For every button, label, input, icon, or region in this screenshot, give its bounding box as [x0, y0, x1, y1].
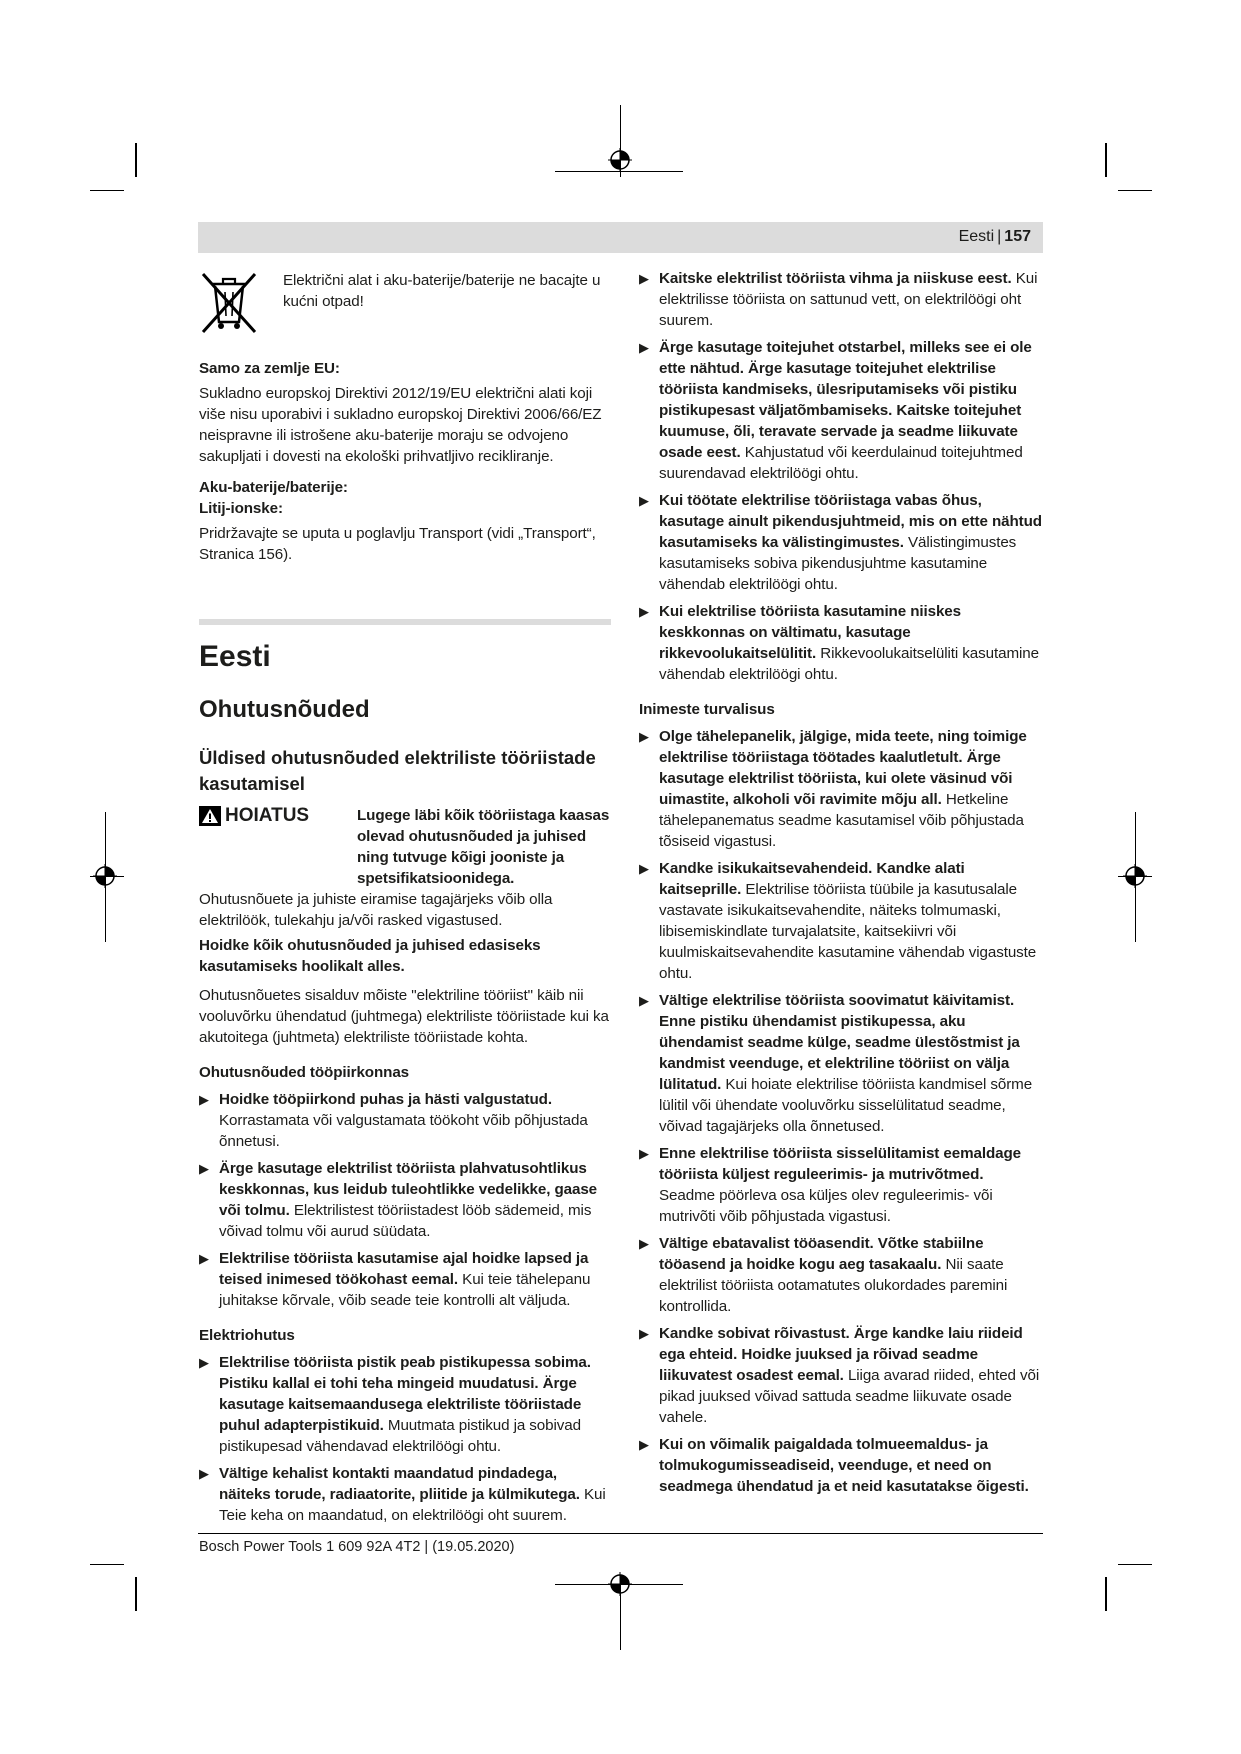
list-item: ▶ Vältige elektrilise tööriista soovimatut käivitamist. Enne pistiku ühendamist pistikupessa, aku ühendamist seadme külge, seadme ülestõstmist ja kandmist veenduge, et elektriline tööriist on välja lülitatud. Kui hoiate elektrilise tööriista kandmisel sõrme lülitil või ühendate vooluvõrku sisselülitatud seadme, võivad tagajärjeks olla õnnetused.: [639, 992, 1033, 1135]
bullet-arrow-icon: ▶: [199, 1161, 209, 1176]
list-item: ▶ Kui on võimalik paigaldada tolmueemaldus- ja tolmukogumisseadiseid, veenduge, et need on seadmega ühendatud ja et neid kasutatakse õigesti.: [639, 1436, 1029, 1495]
warning-label: HOIATUS: [225, 805, 310, 826]
weee-notice: [199, 268, 611, 336]
header-separator: |: [997, 228, 1002, 245]
eu-heading: Samo za zemlje EU:: [199, 360, 340, 377]
crop-mark: [90, 1564, 124, 1565]
crop-mark: [135, 1577, 137, 1611]
crop-mark: [135, 143, 137, 177]
safety-title: Ohutusnõuded: [199, 696, 370, 723]
list-item: ▶ Vältige ebatavalist tööasendit. Võtke stabiilne tööasend ja hoidke kogu aeg tasakaalu. Nii saate elektrilist tööriista ootamatutes olukordades paremini kontrollida.: [639, 1235, 1008, 1315]
header-section: Eesti: [958, 228, 995, 245]
warning-block: [199, 805, 611, 889]
warning-bold-text: Lugege läbi kõik tööriistaga kaasas olevad ohutusnõuded ja juhised ning tutvuge kõigi jooniste ja spetsifikatsioonidega.: [357, 807, 610, 887]
bullet-arrow-icon: ▶: [639, 993, 649, 1008]
bullet-arrow-icon: ▶: [639, 1326, 649, 1341]
bullet-arrow-icon: ▶: [199, 1355, 209, 1370]
registration-target-icon: [608, 148, 632, 172]
bullet-arrow-icon: ▶: [199, 1092, 209, 1107]
bullet-arrow-icon: ▶: [639, 861, 649, 876]
list-item: ▶ Ärge kasutage elektrilist tööriista plahvatusohtlikus keskkonnas, kus leidub tuleohtlikke vedelikke, gaase või tolmu. Elektrilistest tööriistadest lööb sädemeid, mis võivad tolmu või aurud süüdata.: [199, 1160, 598, 1240]
bullet-arrow-icon: ▶: [639, 271, 649, 286]
registration-target-icon: [608, 1572, 632, 1596]
list-item: ▶ Enne elektrilise tööriista sisselülitamist eemaldage tööriista küljest reguleerimis- ja mutrivõtmed. Seadme pöörleva osa küljes olev reguleerimis- või mutrivõti võib põhjustada vigastusi.: [639, 1145, 1021, 1225]
list-item: ▶ Elektrilise tööriista kasutamise ajal hoidke lapsed ja teised inimesed töökohast eemal. Kui teie tähelepanu juhitakse kõrvale, võib seade teie kontrolli alt väljuda.: [199, 1250, 591, 1309]
bullet-arrow-icon: ▶: [639, 729, 649, 744]
liion-text: Pridržavajte se uputa u poglavlju Transport (vidi „Transport“, Stranica 156).: [199, 525, 596, 563]
footer-rule: [198, 1533, 1043, 1534]
list-item: ▶ Ärge kasutage toitejuhet otstarbel, milleks see ei ole ette nähtud. Ärge kasutage toitejuhet elektrilise tööriista kandmiseks, ülesriputamiseks või pistiku pistikupesast väljatõmbamiseks. Kaitske toitejuhet kuumuse, õli, teravate servade ja seadme liikuvate osade eest. Kahjustatud või keerdulainud toitejuhtmed suurendavad elektrilöögi ohtu.: [639, 339, 1032, 482]
battery-heading: Aku-baterije/baterije:: [199, 479, 348, 496]
list-item: ▶ Elektrilise tööriista pistik peab pistikupessa sobima. Pistiku kallal ei tohi teha mingeid muudatusi. Ärge kasutage kaitsemaandusega elektriliste tööriistade puhul adapterpistikuid. Muutmata pistikud ja sobivad pistikupesad vähendavad elektrilöögi ohtu.: [199, 1354, 591, 1455]
bullet-arrow-icon: ▶: [639, 1146, 649, 1161]
work-area-heading: Ohutusnõuded tööpiirkonnas: [199, 1064, 410, 1081]
right-column: [639, 268, 1043, 1497]
bullet-arrow-icon: ▶: [639, 604, 649, 619]
left-column: [199, 268, 611, 1526]
warning-tag: [199, 805, 309, 827]
list-item: ▶ Olge tähelepanelik, jälgige, mida teete, ning toimige elektrilise tööriistaga töötades kaalutletult. Ärge kasutage elektrilist tööriista, kui olete väsinud või uimastite, alkoholi või ravimite mõju all. Hetkeline tähelepanematus seadme kasutamisel võib põhjustada tõsiseid vigastusi.: [639, 728, 1027, 850]
bullet-arrow-icon: ▶: [639, 1236, 649, 1251]
bullet-arrow-icon: ▶: [199, 1251, 209, 1266]
section-rule: [199, 619, 611, 625]
list-item: ▶ Vältige kehalist kontakti maandatud pindadega, näiteks torude, radiaatorite, pliitide ja külmikutega. Kui Teie keha on maandatud, on elektrilöögi oht suurem.: [199, 1465, 606, 1524]
warning-icon: [199, 806, 221, 826]
bullet-arrow-icon: ▶: [639, 493, 649, 508]
crop-mark: [1118, 190, 1152, 191]
crop-mark: [90, 190, 124, 191]
definition-text: Ohutusnõuetes sisalduv mõiste "elektriline tööriist" käib nii vooluvõrku ühendatud (juhtmega) elektriliste tööriistade kui ka akutoitega (juhtmeta) elektriliste tööriistade kohta.: [199, 987, 609, 1046]
list-item: ▶ Kui elektrilise tööriista kasutamine niiskes keskkonnas on vältimatu, kasutage rikkevoolukaitselülitit. Rikkevoolukaitselüliti kasutamine vähendab elektrilöögi ohtu.: [639, 603, 1039, 683]
crop-mark: [1118, 1564, 1152, 1565]
page-number: 157: [1004, 228, 1031, 245]
keep-instructions: Hoidke kõik ohutusnõuded ja juhised edasiseks kasutamiseks hoolikalt alles.: [199, 937, 541, 975]
registration-target-icon: [93, 864, 117, 888]
crop-mark: [1105, 1577, 1107, 1611]
list-item: ▶ Kandke sobivat rõivastust. Ärge kandke laiu riideid ega ehteid. Hoidke juuksed ja rõivad seadme liikuvatest osadest eemal. Liiga avarad riided, ehted või pikad juuksed võivad sattuda seadme liikuvate osade vahele.: [639, 1325, 1040, 1426]
bullet-arrow-icon: ▶: [199, 1466, 209, 1481]
page-header: [198, 222, 1043, 253]
list-item: ▶ Kui töötate elektrilise tööriistaga vabas õhus, kasutage ainult pikendusjuhtmeid, mis on ette nähtud kasutamiseks ka välistingimustes. Välistingimustes kasutamiseks sobiva pikendusjuhtme kasutamine vähendab elektrilöögi ohtu.: [639, 492, 1042, 593]
language-title: Eesti: [199, 640, 271, 673]
list-item: ▶ Kandke isikukaitsevahendeid. Kandke alati kaitseprille. Elektrilise tööriista tüübile ja kasutusalale vastavate isikukaitsevahendite, näiteks tolmumaski, libisemiskindlate turvajalatsite, kaitsekiivri või kuulmiskaitsevahendite kasutamine vähendab vigastuste ohtu.: [639, 860, 1037, 982]
weee-text: Električni alat i aku-baterije/baterije ne bacajte u kućni otpad!: [283, 272, 601, 310]
bullet-arrow-icon: ▶: [639, 1437, 649, 1452]
footer-text: Bosch Power Tools 1 609 92A 4T2 | (19.05.2020): [199, 1539, 515, 1555]
header-text: [959, 228, 1031, 246]
personal-safety-heading: Inimeste turvalisus: [639, 701, 775, 718]
bullet-arrow-icon: ▶: [639, 340, 649, 355]
liion-heading: Litij-ionske:: [199, 500, 283, 517]
registration-target-icon: [1123, 864, 1147, 888]
general-safety-title: Üldised ohutusnõuded elektriliste tööriistade kasutamisel: [199, 747, 596, 794]
electrical-heading: Elektriohutus: [199, 1327, 295, 1344]
crossed-bin-icon: [199, 270, 259, 336]
list-item: ▶ Kaitske elektrilist tööriista vihma ja niiskuse eest. Kui elektrilisse tööriista on sattunud vett, on elektrilöögi oht suurem.: [639, 270, 1038, 329]
warning-text: Ohutusnõuete ja juhiste eiramise tagajärjeks võib olla elektrilöök, tulekahju ja/või rasked vigastused.: [199, 891, 553, 929]
crop-mark: [1105, 143, 1107, 177]
eu-text: Sukladno europskoj Direktivi 2012/19/EU električni alati koji više nisu uporabivi i sukladno europskoj Direktivi 2006/66/EZ neispravne ili istrošene aku-baterije moraju se odvojeno sakupljati i dovesti na ekološki prihvatljivo recikliranje.: [199, 385, 602, 465]
list-item: ▶ Hoidke tööpiirkond puhas ja hästi valgustatud. Korrastamata või valgustamata töökoht võib põhjustada õnnetusi.: [199, 1091, 588, 1150]
